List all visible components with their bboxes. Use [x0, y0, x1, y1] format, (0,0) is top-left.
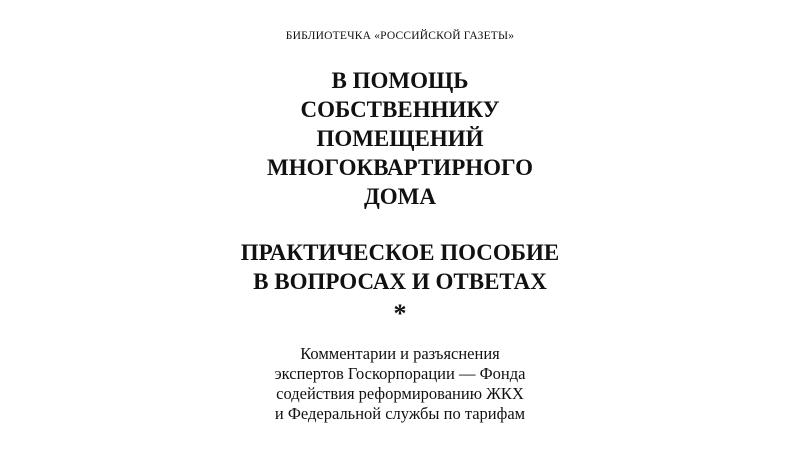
subtitle-line: В ВОПРОСАХ И ОТВЕТАХ [253, 269, 547, 294]
description-line: и Федеральной службы по тарифам [274, 404, 526, 423]
asterisk-separator: * [393, 299, 407, 328]
description [0, 344, 800, 424]
subtitle-line: ПРАКТИЧЕСКОЕ ПОСОБИЕ [240, 240, 560, 265]
title-line: МНОГОКВАРТИРНОГО [267, 155, 533, 180]
description-line: экспертов Госкорпорации — Фонда [274, 364, 526, 383]
title-line: СОБСТВЕННИКУ [300, 97, 500, 122]
title-line: В ПОМОЩЬ [331, 68, 469, 93]
description-line: Комментарии и разъяснения [300, 344, 500, 363]
title-line: ПОМЕЩЕНИЙ [316, 126, 484, 151]
title-line: ДОМА [363, 184, 437, 209]
book-subtitle [0, 238, 800, 296]
description-line: содействия реформированию ЖКХ [276, 384, 524, 403]
book-title [0, 66, 800, 211]
series-label: БИБЛИОТЕЧКА «РОССИЙСКОЙ ГАЗЕТЫ» [285, 30, 515, 42]
